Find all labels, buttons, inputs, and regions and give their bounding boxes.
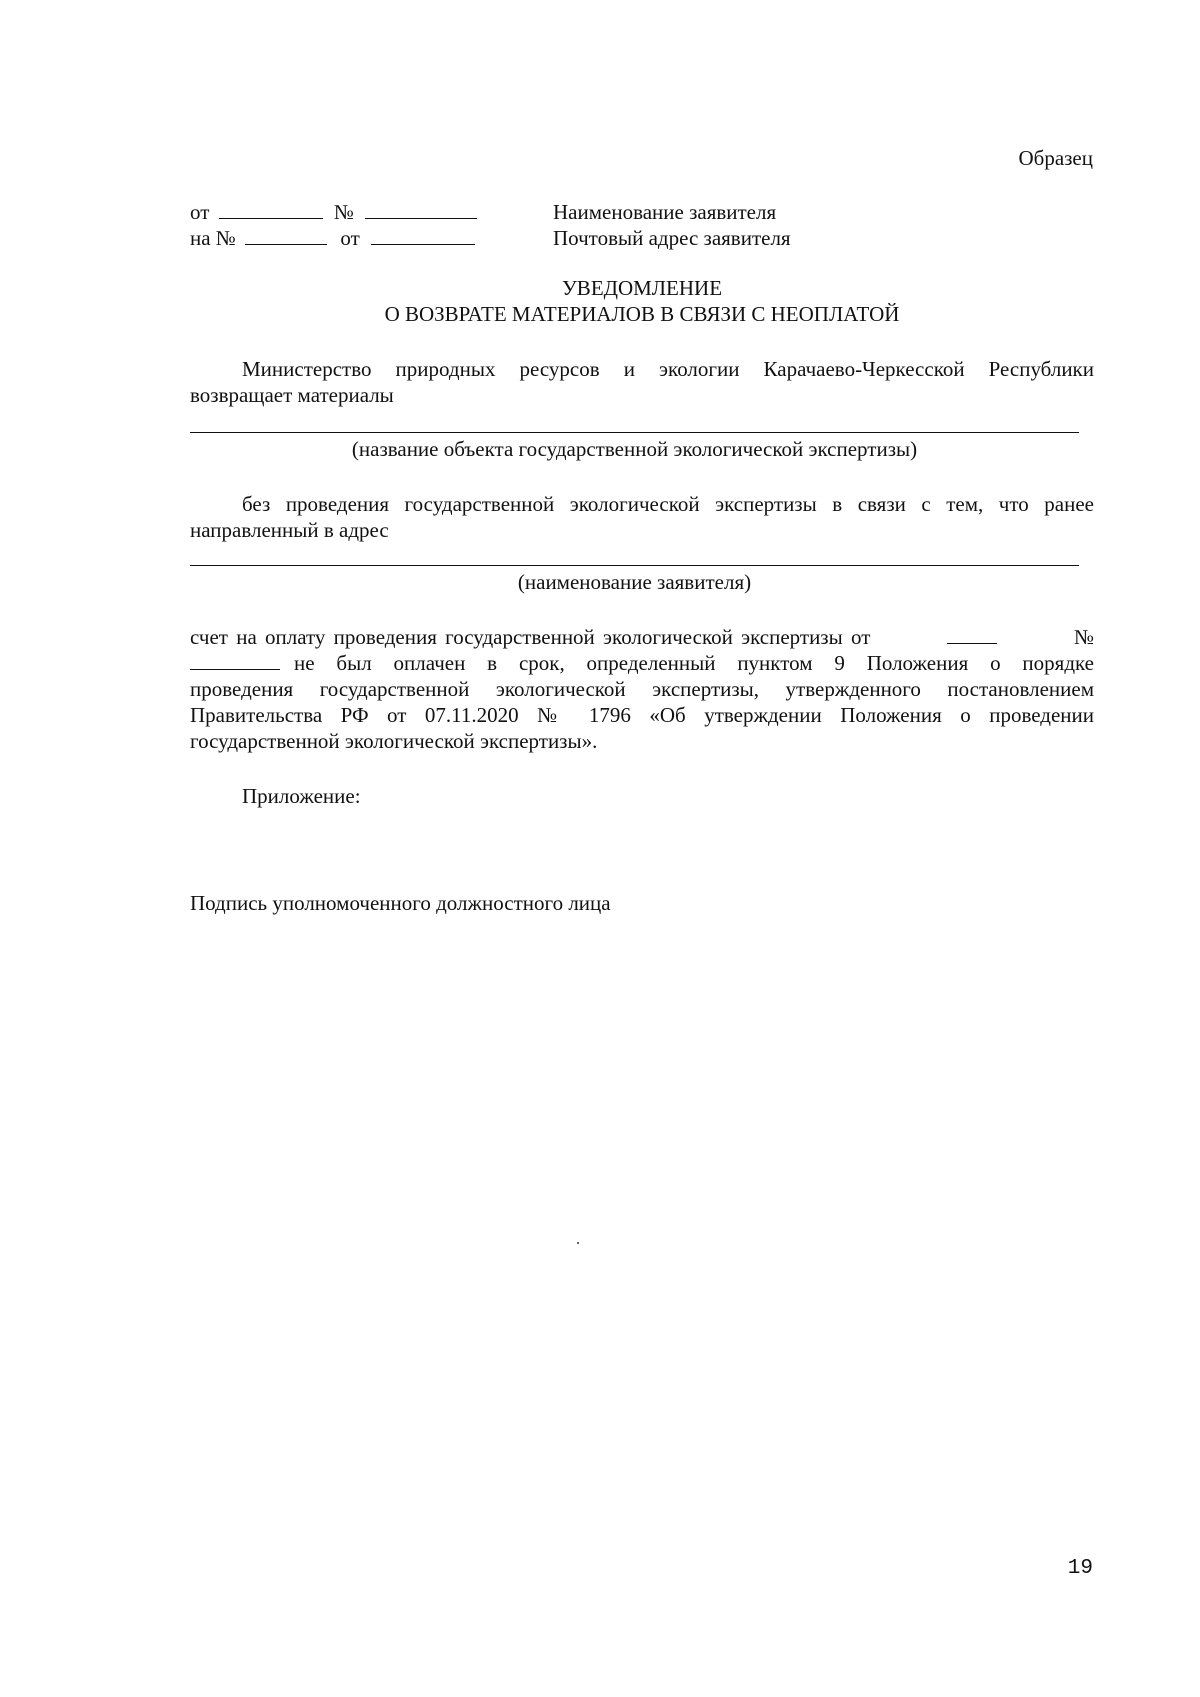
document-subtitle: О ВОЗВРАТЕ МАТЕРИАЛОВ В СВЯЗИ С НЕОПЛАТОЙ xyxy=(384,302,900,326)
ref-date-blank[interactable] xyxy=(371,226,475,245)
incoming-ref-row xyxy=(190,226,475,251)
invoice-date-blank[interactable] xyxy=(947,625,997,644)
date-blank[interactable] xyxy=(219,200,323,219)
para3-line4: Правительства РФ от 07.11.2020 № 1796 «Об утверждении Положения о проведении xyxy=(190,703,1094,727)
para3-line2-text: не был оплачен в срок, определенный пунктом 9 Положения о порядке xyxy=(294,651,1094,675)
applicant-name: Наименование заявителя xyxy=(553,200,777,224)
ref-number-blank[interactable] xyxy=(245,226,327,245)
invoice-text: счет на оплату проведения государственной экологической экспертизы от xyxy=(190,625,871,649)
para2-line1: без проведения государственной экологической экспертизы в связи с тем, что ранее xyxy=(242,492,1094,516)
para3-line5: государственной экологической экспертизы». xyxy=(190,729,598,753)
outgoing-ref-row xyxy=(190,200,477,225)
para1-line2: возвращает материалы xyxy=(190,383,394,407)
page-number: 19 xyxy=(1067,1557,1093,1580)
number-blank[interactable] xyxy=(365,200,477,219)
para1-line1: Министерство природных ресурсов и экологии Карачаево-Черкесской Республики xyxy=(242,357,1094,381)
appendix-label: Приложение: xyxy=(242,784,361,808)
para3-line1 xyxy=(190,625,1094,650)
number-label: № xyxy=(333,200,354,224)
para3-line3: проведения государственной экологической экспертизы, утвержденного постановлением xyxy=(190,677,1094,701)
applicant-name-caption: (наименование заявителя) xyxy=(517,570,752,594)
applicant-name-line[interactable] xyxy=(190,565,1079,566)
from-label: от xyxy=(190,200,210,224)
ref-from-label: от xyxy=(340,226,360,250)
para3-line2 xyxy=(190,651,1094,676)
object-name-caption: (название объекта государственной экологической экспертизы) xyxy=(351,437,918,461)
signature-label: Подпись уполномоченного должностного лица xyxy=(190,891,611,915)
sample-label: Образец xyxy=(1018,146,1093,170)
invoice-number-label: № xyxy=(1073,625,1094,649)
ref-number-label: на № xyxy=(190,226,236,250)
applicant-address: Почтовый адрес заявителя xyxy=(553,226,791,250)
scan-speck xyxy=(577,1242,579,1244)
document-title: УВЕДОМЛЕНИЕ xyxy=(561,276,723,300)
object-name-line[interactable] xyxy=(190,432,1079,433)
invoice-number-blank[interactable] xyxy=(190,651,280,670)
para2-line2: направленный в адрес xyxy=(190,518,389,542)
